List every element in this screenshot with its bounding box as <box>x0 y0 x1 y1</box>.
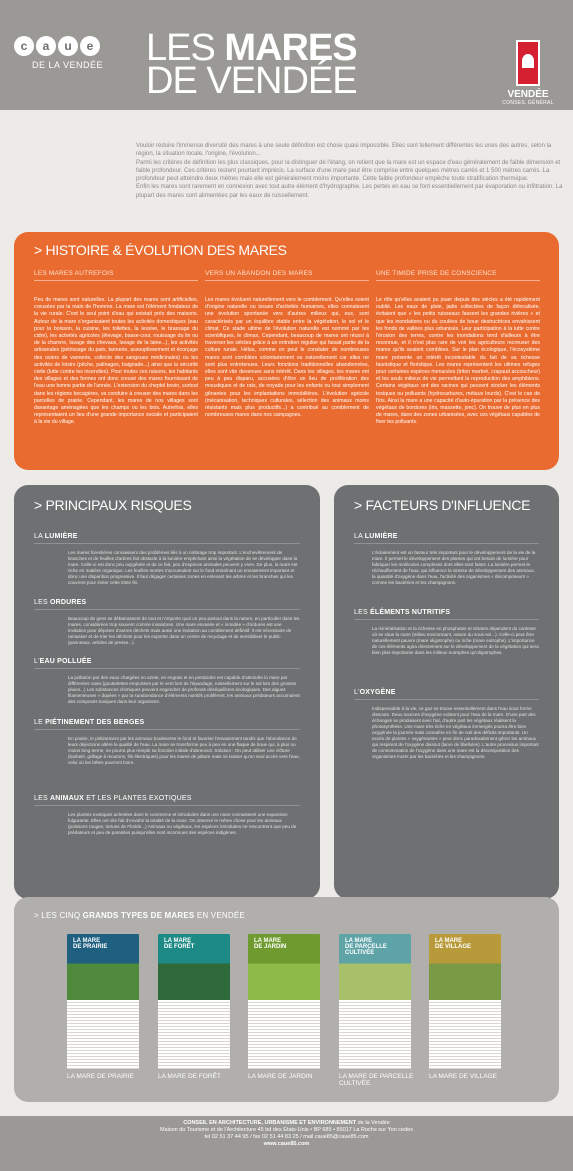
risks-section <box>14 485 320 899</box>
heading-bold: ORDURES <box>49 599 87 606</box>
history-title <box>34 242 287 258</box>
heading-thin: LE <box>34 719 46 726</box>
risk-item <box>34 533 300 586</box>
intro-text <box>136 142 564 200</box>
heading-thin: L' <box>354 689 360 696</box>
title-prefix: > <box>34 242 46 258</box>
risks-title-text: PRINCIPAUX RISQUES <box>45 497 192 513</box>
column-text: Peu de mares sont naturelles. La plupart des mares sont artificielles, creusées par la main de l'homme. La mare est l'élément fondateur de la vie rurale. C'est le seul point d'eau qui existait près des maisons. Autour de la mare s'organisaient toutes les activités domestiques (eau pour la boisson, la cuisine, les toilettes, la lessive, le brassage du cidre), les activités agricoles (élevage, basse-cour, rouissage du lin ou de la chanvre, lavage des chevaux, lavage de la laine...), les activités artisanales (pétrissage du pain, tannerie, assouplissement et écorçage des osiers de vannerie, collecte des sangsues médicinales) ou les activités de loisirs (pêche, patinages, baignade...) ainsi que la sécurité civile (lutte contre les incendies). Pour toutes ces raisons, les habitants des villages et des fermes ont donc creusé des mares fournissant de l'eau une bonne partie de l'année. L'extension du cheptel bovin, surtout dans les régions bocagères, va conduire à creuser des mares dans les parcelles de prairie. Cependant, les mares de nos villages sont davantage aménagées que les champs ou les bois. Autrefois, elles représentaient un lieu d'une grande importance sociale et participaient à la vie du village. <box>34 297 198 426</box>
types-title-bold: GRANDS TYPES DE MARES <box>82 911 195 920</box>
heading-rest: ET LES PLANTES EXOTIQUES <box>84 795 192 802</box>
factor-heading <box>354 689 539 700</box>
risk-item <box>34 719 300 766</box>
footer <box>0 1116 573 1171</box>
heading-thin: LA <box>354 533 365 540</box>
risk-item <box>34 599 300 646</box>
poster-illustration <box>67 934 139 1000</box>
heading-bold: PIÉTINEMENT DES BERGES <box>45 719 145 726</box>
column-heading: UNE TIMIDE PRISE DE CONSCIENCE <box>376 270 540 281</box>
footer-line <box>0 1120 573 1127</box>
poster-text-block <box>339 1000 411 1069</box>
footer-contact: tel 02 51 37 44 95 / fax 02 51 44 83 25 / mail caue85@caue85.com <box>204 1134 369 1140</box>
poster-label-top: LA MARE <box>345 938 373 944</box>
poster-card[interactable] <box>339 934 411 1069</box>
title-prefix: > <box>354 497 366 513</box>
factor-text: La minéralisation et la richesse en phosphates et nitrates dépendent du contexte où se situe la mare (milieu environnant, nature du sous-sol...). Celle-ci peut être naturellement pauvre (mare oligotrophe) ou riche (mare eutrophe). L'importance de ces éléments agira directement sur le développement de la végétation qui sera bien plus importante dans les milieux eutrophes qu'oligotrophes. <box>372 626 539 655</box>
risk-text: Les mares forestières connaissent des problèmes liés à un ombrage trop important. L'enchevêtrement de branches et de feuilles d'arbres fait obstacle à la lumière empêchant ainsi la végétation de se développer dans la mare. Celle-ci est donc peu oxygénée et de ce fait, peu d'espèces animales peuvent y vivre. De plus, la mare est riche en matière organique. Les feuilles mortes s'accumulent sur le fond entraînant un envasement important et donc une disparition progressive. Il faut dégager certaines zones en enlevant les arbres et les branches qui les couvrent pour éviter cette triste fin. <box>68 550 298 585</box>
vendee-flag-icon <box>516 40 540 86</box>
factors-title <box>354 497 530 513</box>
poster-illustration <box>248 934 320 1000</box>
poster-caption: LA MARE DE JARDIN <box>248 1073 313 1080</box>
footer-website[interactable]: www.caue85.com <box>263 1141 310 1147</box>
risks-title <box>34 497 192 513</box>
column-text: Les mares évoluent naturellement vers le comblement. Qu'elles soient d'origine naturelle ou issues d'activités humaines, elles connaissent une évolution spontanée vers d'autres milieux qui, eux, sont caractérisés par un équilibre stable entre la végétation, le sol et le climat. Ce stade ultime de l'évolution naturelle est nommé par les scientifiques, le climax. Cependant, beaucoup de mares ont réussi à traverser les siècles grâce à un entretien régulier qui faisait partie de la culture rurale. Hélas, comme on peut le constater de nombreuses mares sont comblées volontairement ou naturellement car elles ne sont plus entretenues. Leurs fonctions traditionnelles abandonnées, elles sont vite devenues sans intérêt. Dans les villages, les mares ont peu à peu disparu, accusées d'être un lieu de prolifération des moustiques et de rats, de noyade pour les enfants ou tout simplement gênantes pour les implantations immobilières. L'évolution agricole (mécanisation, techniques culturales, sélection des animaux moins résistants mais plus productifs...) a contribué au comblement de nombreuses mares dans nos campagnes. <box>205 297 369 419</box>
poster-label-bottom: DE JARDIN <box>254 944 287 950</box>
poster-text-block <box>429 1000 501 1069</box>
heading-thin: LES <box>34 599 50 606</box>
header-banner <box>0 0 573 110</box>
logo-subtitle: DE LA VENDÉE <box>32 60 104 70</box>
factor-item <box>354 689 539 760</box>
poster-text-block <box>248 1000 320 1069</box>
heading-thin: LA <box>34 533 45 540</box>
poster-caption: LA MARE DE VILLAGE <box>429 1073 497 1080</box>
factor-text: L'éclairement est un facteur très important pour le développement de la vie de la mare. Il permet le développement des plantes qui ont besoin de lumière pour fabriquer les molécules complexes dont elles sont faites. La lumière permet le réchauffement de l'eau, qui influence la vitesse de développement des animaux, la quantité d'oxygène dans l'eau, l'activité des organismes « décomposeurs » comme les bactéries et les champignons. <box>372 550 536 585</box>
column-heading: LES MARES AUTREFOIS <box>34 270 198 281</box>
logo-letter: c <box>14 36 34 56</box>
poster-label-bottom: DE FORÊT <box>164 944 195 950</box>
types-title-prefix: > LES CINQ <box>34 911 83 920</box>
vendee-logo <box>496 40 560 106</box>
column-heading: VERS UN ABANDON DES MARES <box>205 270 369 281</box>
poster-text-block <box>67 1000 139 1069</box>
heading-bold: ÉLÉMENTS NUTRITIFS <box>369 609 451 616</box>
factor-text: Indispensable à la vie, ce gaz se trouve essentiellement dans l'eau sous forme dissoute. Deux sources d'oxygène existent pour l'eau de la mare. D'une part des échanges se produisent avec l'air, d'autre part les végétaux réalisent la photosynthèse. Une mare très riche en végétaux immergés pourra être bien oxygénée la journée mais connaître en fin de nuit des déficits importants. Un excès de plantes « oxygénantes » peut donc paradoxalement gêner les animaux qui respirent de l'oxygène dissout (larve de libellules). L'autre processus important de consommation de l'oxygène dans une mare est la décomposition des organismes morts par les bactéries et les champignons. <box>372 706 539 759</box>
factor-item <box>354 609 539 656</box>
factors-section <box>334 485 559 899</box>
history-column <box>34 270 198 427</box>
poster-label-bottom: DE PARCELLE CULTIVÉE <box>345 944 387 956</box>
factor-heading <box>354 609 539 620</box>
title-thin: LES <box>146 27 225 69</box>
risk-text: En prairie, le piétinement par les animaux bouleverse le fond et favorise l'envasement tandis que l'abondance de leurs déjections altère la qualité de l'eau. La mare se transforme peu à peu en une flaque de boue qui, à plus ou moins long terme, ne pourra plus remplir sa fonction initiale d'abreuvoir. Solution : On peut utiliser une clôture (barbelé, grillage à moutons, fils électriques) pour les mares de pâture mais ne laisser qu'un seul accès vers l'eau, celui où les bêtes pourront boire. <box>68 736 300 765</box>
risk-item <box>34 658 300 705</box>
poster-label-top: LA MARE <box>254 938 282 944</box>
poster-illustration <box>158 934 230 1000</box>
factors-title-text: FACTEURS D'INFLUENCE <box>365 497 531 513</box>
history-column <box>205 270 369 419</box>
heading-bold: EAU POLLUÉE <box>39 658 92 665</box>
history-title-text: HISTOIRE & ÉVOLUTION DES MARES <box>45 242 287 258</box>
footer-org: CONSEIL EN ARCHITECTURE, URBANISME ET ENVIRONNEMENT <box>183 1120 357 1126</box>
poster-caption: LA MARE DE PRAIRIE <box>67 1073 134 1080</box>
poster-label-bottom: DE VILLAGE <box>435 944 472 950</box>
page-title <box>146 27 357 102</box>
types-section <box>14 897 559 1102</box>
caue-logo <box>14 36 124 70</box>
title-prefix: > <box>34 497 46 513</box>
risk-heading <box>34 658 300 669</box>
poster-text-block <box>158 1000 230 1069</box>
risk-heading <box>34 795 300 806</box>
poster-label-bottom: DE PRAIRIE <box>73 944 108 950</box>
heading-thin: L' <box>34 658 40 665</box>
heading-bold: ANIMAUX <box>49 795 85 802</box>
title-bold: MARES <box>224 27 357 69</box>
poster-label-top: LA MARE <box>73 938 101 944</box>
types-title <box>34 911 245 920</box>
footer-org-rest: de la Vendée <box>356 1120 390 1126</box>
footer-address: Maison du Tourisme et de l'Architecture 45 bd des États-Unis • BP 685 • 85017 La Roche sur Yon cedex <box>160 1127 413 1133</box>
heading-bold: LUMIÈRE <box>364 533 398 540</box>
risk-text: La pollution par des eaux chargées en azote, en engrais et en pesticides est capable d'atteindre la mare par différentes voies (gouttelettes emportées par le vent lors de l'épandage, ruissellement sur le sol lors des grosses pluies...) Les substances chimiques peuvent engendrer de profonds déséquilibres écologiques. Des algues filamenteuses « dopées » par la surabondance d'éléments nutritifs prolifèrent, les animaux prédateurs accumulent des composés toxiques dans leur organisme. <box>68 675 300 704</box>
vendee-name: VENDÉE <box>507 89 549 100</box>
intro-paragraph: Parmi les critères de définition les plus classiques, pour la distinguer de l'étang, on retient que la mare est un espace d'eau généralement de faible dimension et faible profondeur. Ces critères restent pourtant imprécis. La surface d'une mare peut être comprise entre quelques mètres carrés et 1 500 mètres carrés. La profondeur peut atteindre deux mètres mais elle est généralement moins importante. Cette faible profondeur empêche toute stratification thermique. <box>136 159 561 183</box>
poster-caption: LA MARE DE FORÊT <box>158 1073 221 1080</box>
poster-illustration <box>339 934 411 1000</box>
poster-label <box>73 938 107 950</box>
poster-card[interactable] <box>248 934 320 1069</box>
factor-heading <box>354 533 539 544</box>
logo-letter: u <box>58 36 78 56</box>
poster-card[interactable] <box>158 934 230 1069</box>
risk-heading <box>34 599 300 610</box>
poster-card[interactable] <box>429 934 501 1069</box>
heading-thin: LES <box>354 609 370 616</box>
poster-label <box>435 938 471 950</box>
risk-text: Beaucoup de gens se débarrassent de tout et n'importe quoi un peu partout dans la nature, en particulier dans les mares, considérées trop souvent comme insalubres. Une mare envasée et « inondée » d'ordures est une invitation pour déposer d'autres déchets mais aussi une invitation au comblement définitif. Il est nécessaire de ramasser et de trier les déchets pour les exporter dans un centre de recyclage et de sensibiliser le public (panneaux, articles de presse...). <box>68 616 300 645</box>
poster-label <box>254 938 286 950</box>
factor-item <box>354 533 539 586</box>
heading-bold: LUMIÈRE <box>44 533 78 540</box>
logo-letter: e <box>80 36 100 56</box>
intro-paragraph: Vouloir réduire l'immense diversité des mares à une seule définition est chose quasi impossible. Elles sont tellement différentes les unes des autres, selon la région, la situation locale, l'origine, l'évolution... <box>136 143 552 158</box>
title-line2: DE VENDÉE <box>146 60 357 102</box>
poster-caption: LA MARE DE PARCELLE CULTIVÉE <box>339 1073 414 1087</box>
poster-label-top: LA MARE <box>435 938 463 944</box>
poster-label-top: LA MARE <box>164 938 192 944</box>
poster-label <box>164 938 194 950</box>
intro-paragraph: Enfin les mares sont rarement en connexion avec tout autre élément d'hydrographie. Les pertes en eau se font essentiellement par évaporation ou infiltration. La plupart des mares sont alimentées par les eaux de ruissellement. <box>136 184 563 199</box>
heading-bold: OXYGÈNE <box>359 689 396 696</box>
poster-label <box>345 938 411 956</box>
history-section <box>14 232 559 470</box>
risk-heading <box>34 719 300 730</box>
history-column <box>376 270 540 427</box>
risk-item <box>34 795 300 836</box>
vendee-subtitle: CONSEIL GÉNÉRAL <box>502 100 554 106</box>
risk-heading <box>34 533 300 544</box>
poster-card[interactable] <box>67 934 139 1069</box>
poster-illustration <box>429 934 501 1000</box>
heading-thin: LES <box>34 795 50 802</box>
caue-logo-circles <box>14 36 124 56</box>
risk-text: Les plantes exotiques achetées dans le commerce et introduites dans une mare connaissent une expansion fulgurante. Elles ont vite fait d'envahir la totalité de la mare. On observe le même chose pour les animaux (poissons rouges, tortues de Floride...) Animaux ou végétaux, les espèces introduites ne rencontrent que peu de prédateurs et peu de parasites puisqu'elles sont inconnues des espèces indigènes. <box>68 812 297 835</box>
column-text: Le rôle qu'elles avaient pu jouer depuis des siècles a été rapidement oublié. Les eaux de pluie, jadis collectées de façon délocalisée, évitaient que « les petits ruisseaux fassent les grandes rivières » et que les inondations ou du coulées de boue destructrices envahissent les fonds de vallées plus urbanisés. Leur participation à la lutte contre l'érosion des terres, contre les inondations tend d'ailleurs à être reconnue, et il n'est plus rare de voir les agriculteurs recreuser des mares qu'ils avaient comblées. Sur le plan écologique, l'écosystème mare présente un intérêt incontestable du fait de sa richesse faunistique et floristique. Les mares représentent les ultimes refuges pour certaines espèces menacées (triton marbré, crapaud accoucheur) et les seuls milieux de vie permettant la reproduction des amphibiens. Certains végétaux ont des racines qui peuvent stocker les éléments toxiques ou polluants (hydrocarbures, métaux lourds). C'est le cas de l'iris. Ainsi la mare a une capacité d'auto-épuration par la présence des végétaux de bordures (iris, massette, jonc). On trouve de plus en plus de mares, dans des zones urbanisées, avec ces végétaux capables de fixer les polluants. <box>376 297 540 426</box>
types-title-suffix: EN VENDÉE <box>194 911 245 920</box>
logo-letter: a <box>36 36 56 56</box>
